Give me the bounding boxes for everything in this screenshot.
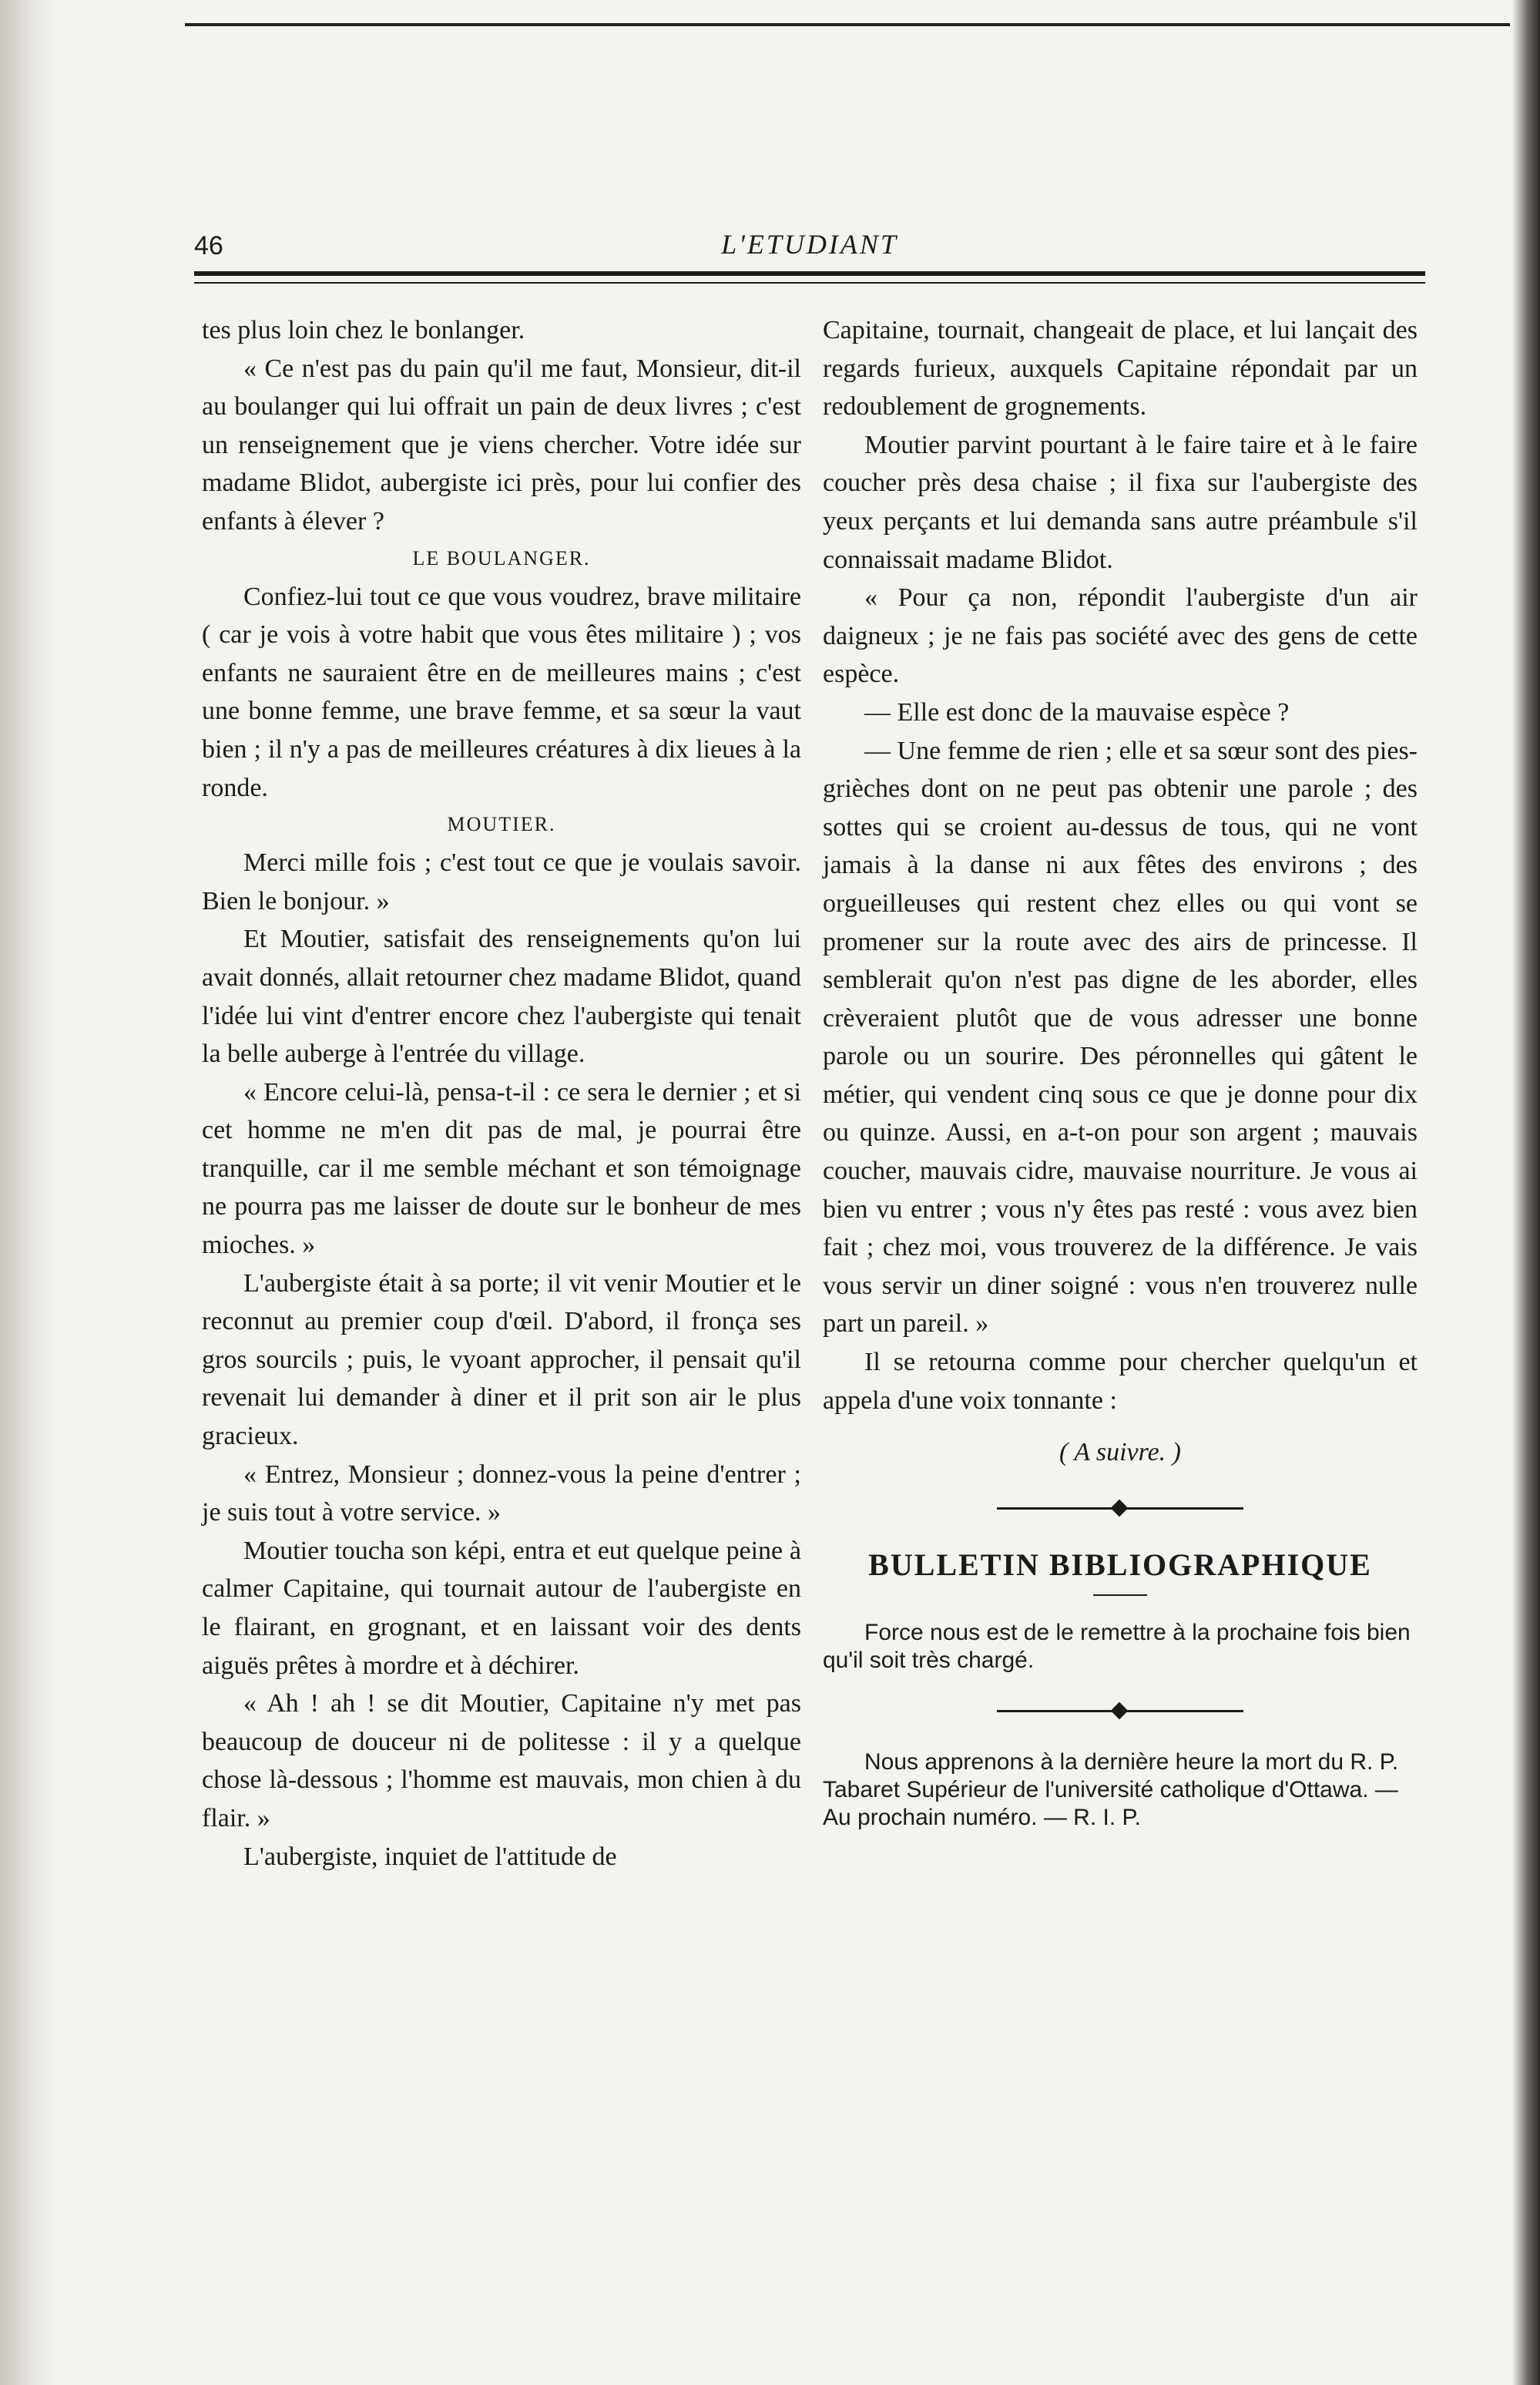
- paragraph: « Entrez, Monsieur ; donnez-vous la peine d'entrer ; je suis tout à votre service. »: [202, 1460, 801, 1527]
- paragraph: — Elle est donc de la mauvaise espèce ?: [864, 697, 1290, 727]
- paragraph: L'aubergiste, inquiet de l'attitude de: [243, 1842, 617, 1871]
- paragraph: Capitaine, tournait, changeait de place, et lui lançait des regards furieux, auxquels Capitaine répondait par un redoublement de grognements.: [823, 316, 1418, 422]
- paragraph: Confiez-lui tout ce que vous voudrez, brave militaire ( car je vois à votre habit que vous êtes militaire ) ; vos enfants ne sauraient être en de meilleures mains ; c'est une bonne femme, une brave femme, et sa sœur la vaut bien ; il n'y a pas de meilleures créatures à dix lieues à la ronde.: [202, 582, 801, 802]
- page-number: 46: [194, 231, 223, 260]
- right-column: [823, 311, 1418, 1832]
- paragraph: Moutier parvint pourtant à le faire taire et à le faire coucher près desa chaise ; il fixa sur l'aubergiste des yeux perçants et lui demanda sans autre préambule s'il connaissait madame Blidot.: [823, 430, 1418, 574]
- page-header: [194, 228, 1425, 274]
- diamond-icon: [1111, 1702, 1129, 1720]
- left-column: [202, 311, 801, 1876]
- continued-note: ( A suivre. ): [1059, 1438, 1181, 1467]
- notice-paragraph: Nous apprenons à la dernière heure la mort du R. P. Tabaret Supérieur de l'université catholique d'Ottawa. — Au prochain numéro. — R. I. P.: [823, 1749, 1399, 1831]
- paragraph: « Pour ça non, répondit l'aubergiste d'un air daigneux ; je ne fais pas société avec des gens de cette espèce.: [823, 583, 1418, 689]
- ornamental-divider: [997, 1500, 1243, 1517]
- top-page-border: [185, 23, 1510, 26]
- paragraph: tes plus loin chez le bonlanger.: [202, 316, 525, 344]
- paragraph: « Ah ! ah ! se dit Moutier, Capitaine n'y met pas beaucoup de douceur ni de politesse : il y a quelque chose là-dessous ; l'homme est mauvais, mon chien à du flair. »: [202, 1689, 801, 1832]
- speaker-name: LE BOULANGER.: [412, 546, 591, 569]
- paragraph: « Encore celui-là, pensa-t-il : ce sera le dernier ; et si cet homme ne m'en dit pas de mal, je pourrai être tranquille, car il me semble méchant et son témoignage ne pourra pas me laisser de doute sur le bonheur de mes mioches. »: [202, 1077, 801, 1260]
- notice-paragraph: Force nous est de le remettre à la prochaine fois bien qu'il soit très chargé.: [823, 1620, 1411, 1674]
- paragraph: Et Moutier, satisfait des renseignements qu'on lui avait donnés, allait retourner chez madame Blidot, quand l'idée lui vint d'entrer encore chez l'aubergiste qui tenait la belle auberge à l'entrée du village.: [202, 925, 801, 1069]
- diamond-icon: [1111, 1499, 1129, 1517]
- paragraph: L'aubergiste était à sa porte; il vit venir Moutier et le reconnut au premier coup d'œil. D'abord, il fronça ses gros sourcils ; puis, le vyoant approcher, il pensait qu'il revenait lui demander à diner et il prit son air le plus gracieux.: [202, 1268, 801, 1451]
- paragraph: Merci mille fois ; c'est tout ce que je voulais savoir. Bien le bonjour. »: [202, 848, 801, 915]
- section-title: BULLETIN BIBLIOGRAPHIQUE: [868, 1547, 1372, 1582]
- ornamental-divider: [997, 1702, 1243, 1719]
- header-rule-thin: [194, 282, 1425, 284]
- book-spine-shadow: [0, 0, 54, 2385]
- speaker-name: MOUTIER.: [447, 813, 556, 836]
- paragraph: « Ce n'est pas du pain qu'il me faut, Monsieur, dit-il au boulanger qui lui offrait un pain de deux livres ; c'est un renseignement que je viens chercher. Votre idée sur madame Blidot, aubergiste ici près, pour lui confier des enfants à élever ?: [202, 354, 801, 536]
- short-divider: [1093, 1594, 1147, 1596]
- running-title: L'ETUDIANT: [721, 229, 898, 260]
- paragraph: Il se retourna comme pour chercher quelqu'un et appela d'une voix tonnante :: [823, 1348, 1418, 1415]
- paragraph: Moutier toucha son képi, entra et eut quelque peine à calmer Capitaine, qui tournait autour de l'aubergiste en le flairant, en grognant, et en laissant voir des dents aiguës prêtes à mordre et à déchirer.: [202, 1536, 801, 1680]
- header-rule-thick: [194, 271, 1425, 276]
- page-edge-shadow: [1512, 0, 1540, 2385]
- paragraph: — Une femme de rien ; elle et sa sœur sont des pies-grièches dont on ne peut pas obtenir une parole ; des sottes qui se croient au-dessus de tous, qui ne vont jamais à la danse ni aux fêtes des environs ; des orgueilleuses qui restent chez elles ou qui vont se promener sur la route avec des airs de princesse. Il semblerait qu'on n'est pas digne de les aborder, elles crèveraient plutôt que de vous adresser une bonne parole ou un sourire. Des péronnelles qui gâtent le métier, qui vendent cinq sous ce que je donne pour dix ou quinze. Aussi, en a-t-on pour son argent ; mauvais coucher, mauvais cidre, mauvaise nourriture. Je vous ai bien vu entrer ; vous n'y êtes pas resté : vous avez bien fait ; chez moi, vous trouverez de la différence. Je vais vous servir un diner soigné : vous n'en trouverez nulle part un pareil. »: [823, 736, 1418, 1339]
